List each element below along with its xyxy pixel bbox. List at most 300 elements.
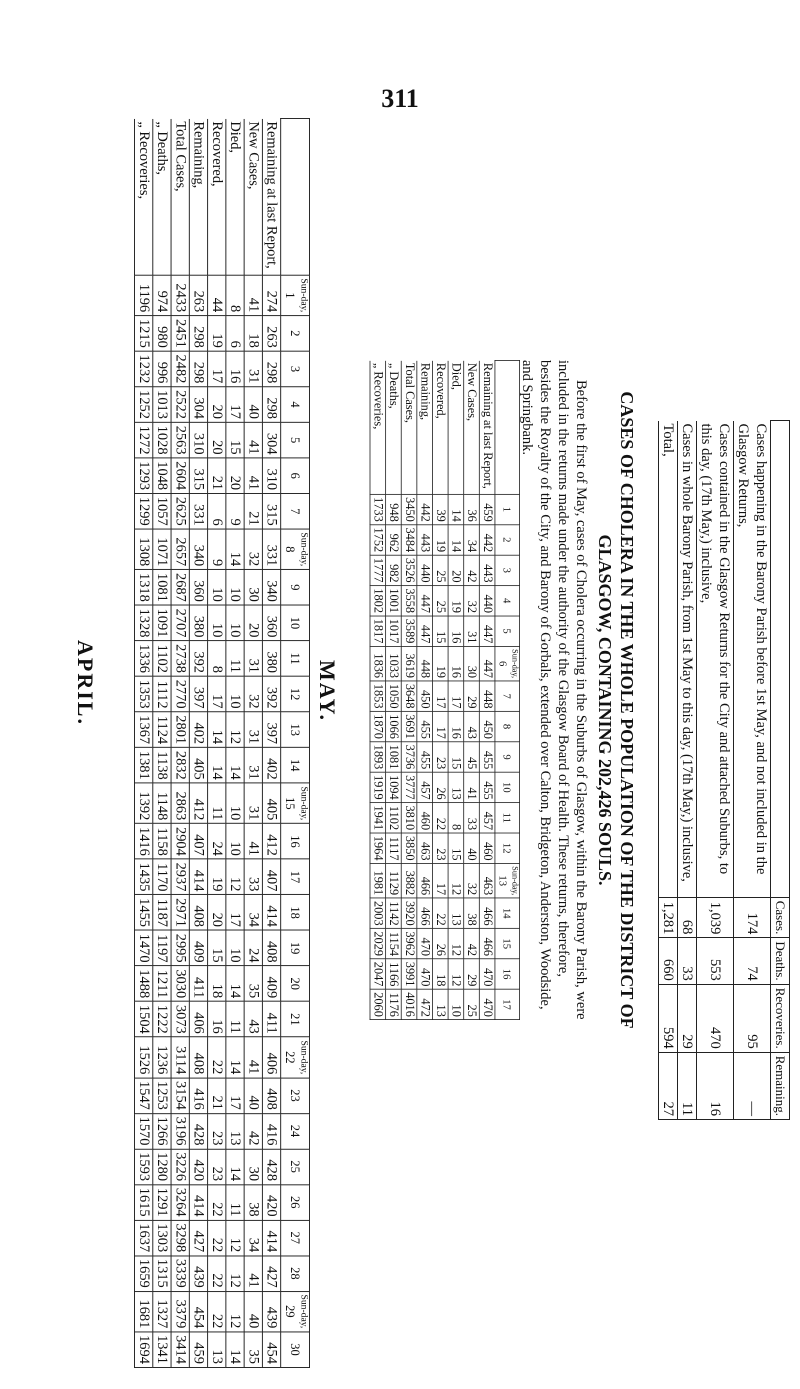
cell-value: 1071 (153, 529, 171, 570)
summary-column-header: Cases. (771, 897, 790, 938)
cell-value: 3379 (171, 1291, 189, 1332)
cell-value: 3810 (401, 803, 417, 833)
cell-value: 1222 (153, 1002, 171, 1038)
cell-value: 1328 (135, 605, 153, 641)
cell-value: 19 (432, 525, 448, 555)
cell-value: 35 (244, 966, 262, 1002)
cell-value: 10 (208, 605, 226, 641)
cell-value: 42 (464, 555, 480, 585)
cell-value: 21 (208, 458, 226, 494)
day-number: 7 (288, 508, 303, 515)
cell-value: 15 (448, 833, 464, 863)
cell-value: 1615 (135, 1184, 153, 1220)
day-number: 5 (501, 628, 514, 634)
cell-value: 470 (417, 959, 433, 989)
day-number: 6 (288, 472, 303, 479)
day-header (281, 605, 310, 641)
row-label: Remaining, (189, 118, 207, 275)
cell-value: 412 (189, 783, 207, 824)
day-header (281, 966, 310, 1002)
summary-row-label: Cases contained in the Glasgow Returns for the City and attached Suburbs, to this day, (17th May,) inclusive, (697, 421, 734, 898)
may-title: MAY. (315, 660, 340, 723)
row-label: Total Cases, (401, 360, 417, 494)
cell-value: 3414 (171, 1332, 189, 1368)
cell-value: 17 (432, 711, 448, 741)
day-number: 19 (288, 941, 303, 955)
cell-value: 331 (262, 529, 280, 570)
cell-value: 1102 (386, 803, 402, 833)
cell-value: 1526 (135, 1037, 153, 1078)
cell-value: 9 (226, 493, 244, 529)
row-label: New Cases, (464, 360, 480, 494)
cell-value: 40 (244, 1291, 262, 1332)
cell-value: 38 (244, 1184, 262, 1220)
summary-value: 74 (734, 938, 771, 984)
cell-value: 982 (386, 555, 402, 585)
summary-table (658, 420, 790, 1120)
day-number: 30 (288, 1343, 303, 1356)
day-number: 15 (501, 938, 514, 950)
cell-value: 42 (464, 929, 480, 959)
summary-row-label: Cases happening in the Barony Parish before 1st May, and not included in the Glasgow Returns, (734, 421, 771, 898)
day-number: 27 (288, 1231, 303, 1245)
cell-value: 3226 (171, 1149, 189, 1185)
cell-value: 2029 (370, 929, 386, 959)
cell-value: 447 (417, 585, 433, 615)
cell-value: 1187 (153, 895, 171, 931)
day-header (281, 387, 310, 423)
cell-value: 3736 (401, 742, 417, 772)
cell-value: 14 (226, 1037, 244, 1078)
cell-value: 14 (448, 494, 464, 524)
day-header (281, 529, 310, 570)
cell-value: 15 (208, 930, 226, 966)
cell-value: 24 (244, 930, 262, 966)
cell-value: 21 (244, 493, 262, 529)
cell-value: 12 (226, 1291, 244, 1332)
day-header (281, 316, 310, 352)
cell-value: 1154 (386, 929, 402, 959)
cell-value: 31 (244, 712, 262, 748)
cell-value: 17 (208, 676, 226, 712)
day-header (281, 1149, 310, 1185)
cell-value: 428 (262, 1149, 280, 1185)
cell-value: 1341 (153, 1332, 171, 1368)
day-header (281, 570, 310, 606)
day-number: 29 (283, 1305, 298, 1318)
summary-heading-block (594, 330, 638, 1090)
corner-cell (281, 118, 310, 275)
cell-value: 22 (432, 898, 448, 928)
cell-value: 1028 (153, 422, 171, 458)
cell-value: 22 (208, 1184, 226, 1220)
cell-value: 2060 (370, 989, 386, 1019)
cell-value: 1170 (153, 859, 171, 895)
cell-value: 1232 (135, 351, 153, 387)
cell-value: 2770 (171, 676, 189, 712)
cell-value: 409 (189, 930, 207, 966)
cell-value: 23 (432, 833, 448, 863)
cell-value: 38 (464, 898, 480, 928)
cell-value: 16 (208, 1002, 226, 1038)
day-number: 28 (288, 1267, 303, 1280)
cell-value: 20 (208, 422, 226, 458)
cell-value: 1659 (135, 1256, 153, 1292)
april-table-wrapper (134, 118, 310, 1368)
cell-value: 13 (208, 1332, 226, 1368)
cell-value: 3962 (401, 929, 417, 959)
summary-value: 594 (659, 984, 678, 1052)
cell-value: 1752 (370, 525, 386, 555)
cell-value: 408 (262, 930, 280, 966)
cell-value: 2937 (171, 859, 189, 895)
summary-heading-2: GLASGOW, CONTAINING 202,426 SOULS. (595, 534, 615, 886)
cell-value: 3264 (171, 1184, 189, 1220)
cell-value: 1081 (153, 570, 171, 606)
cell-value: 18 (208, 966, 226, 1002)
cell-value: 29 (464, 959, 480, 989)
cell-value: 298 (189, 316, 207, 352)
cell-value: 30 (244, 1149, 262, 1185)
cell-value: 455 (417, 742, 433, 772)
cell-value: 448 (479, 681, 495, 711)
day-number: 14 (501, 907, 514, 919)
day-number: 1 (501, 506, 514, 513)
cell-value: 466 (417, 898, 433, 928)
cell-value: 1836 (370, 646, 386, 681)
cell-value: 411 (189, 966, 207, 1002)
summary-heading-1: CASES OF CHOLERA IN THE WHOLE POPULATION OF THE DISTRICT OF (617, 391, 637, 1029)
cell-value: 23 (208, 1149, 226, 1185)
cell-value: 1308 (135, 529, 153, 570)
cell-value: 298 (262, 387, 280, 423)
cell-value: 1853 (370, 681, 386, 711)
cell-value: 17 (208, 351, 226, 387)
cell-value: 10 (226, 605, 244, 641)
cell-value: 43 (244, 1002, 262, 1038)
cell-value: 459 (479, 494, 495, 524)
day-number: 8 (283, 546, 298, 553)
cell-value: 408 (262, 1078, 280, 1114)
cell-value: 397 (189, 676, 207, 712)
cell-value: 1048 (153, 458, 171, 494)
cell-value: 1293 (135, 458, 153, 494)
cell-value: 428 (189, 1113, 207, 1149)
cell-value: 3339 (171, 1256, 189, 1292)
day-header (495, 898, 520, 928)
cell-value: 2003 (370, 898, 386, 928)
cell-value: 340 (262, 570, 280, 606)
cell-value: 1102 (153, 641, 171, 677)
cell-value: 455 (479, 772, 495, 802)
cell-value: 1381 (135, 748, 153, 784)
day-header (281, 712, 310, 748)
cell-value: 17 (448, 681, 464, 711)
cell-value: 21 (208, 1078, 226, 1114)
cell-value: 2707 (171, 605, 189, 641)
cell-value: 2863 (171, 783, 189, 824)
cell-value: 2625 (171, 493, 189, 529)
cell-value: 41 (244, 824, 262, 860)
note-text: Before the first of May, cases of Cholera occurring in the Suburbs of Glasgow, within the Barony Parish, were included in the returns made under the authority of the Glasgow Board of Health. These returns, therefore, besides the Royalty of the City, and Barony of Gorbals, extended over Calton, Bridgeton, Anderston, Woodside, and Springbank. (519, 360, 589, 1020)
cell-value: 12 (226, 1220, 244, 1256)
sunday-label: Sun-day, (298, 278, 310, 313)
cell-value: 26 (432, 929, 448, 959)
day-number: 18 (288, 906, 303, 919)
day-header (495, 959, 520, 989)
summary-column-header: Recoveries. (771, 984, 790, 1052)
summary-value: 68 (678, 897, 697, 938)
cell-value: 443 (417, 525, 433, 555)
cell-value: 980 (153, 316, 171, 352)
cell-value: 1593 (135, 1149, 153, 1185)
cell-value: 310 (262, 458, 280, 494)
cell-value: 1488 (135, 966, 153, 1002)
cell-value: 962 (386, 525, 402, 555)
cell-value: 416 (262, 1113, 280, 1149)
day-header (281, 1332, 310, 1368)
cell-value: 1455 (135, 895, 153, 931)
cell-value: 407 (262, 859, 280, 895)
cell-value: 16 (448, 711, 464, 741)
cell-value: 463 (417, 833, 433, 863)
cell-value: 22 (208, 1256, 226, 1292)
cell-value: 1367 (135, 712, 153, 748)
cell-value: 3114 (171, 1037, 189, 1078)
sunday-label: Sun-day, (298, 1040, 310, 1075)
cell-value: 447 (479, 646, 495, 681)
cell-value: 11 (226, 1184, 244, 1220)
cell-value: 1681 (135, 1291, 153, 1332)
cell-value: 14 (226, 1149, 244, 1185)
cell-value: 44 (208, 275, 226, 316)
cell-value: 12 (448, 863, 464, 898)
summary-value: 95 (734, 984, 771, 1052)
cell-value: 18 (432, 959, 448, 989)
cell-value: 13 (226, 1113, 244, 1149)
day-header (495, 929, 520, 959)
cell-value: 409 (262, 966, 280, 1002)
cell-value: 20 (226, 458, 244, 494)
cell-value: 274 (262, 275, 280, 316)
cell-value: 14 (226, 529, 244, 570)
cell-value: 33 (464, 803, 480, 833)
page-number: 311 (381, 84, 419, 113)
table-row (386, 360, 402, 1019)
may-table (370, 360, 520, 1020)
summary-row-label: Total, (659, 421, 678, 898)
summary-row-label: Cases in whole Barony Parish, from 1st May to this day, (17th May,) inclusive, (678, 421, 697, 898)
cell-value: 3298 (171, 1220, 189, 1256)
cell-value: 443 (479, 555, 495, 585)
cell-value: 1236 (153, 1037, 171, 1078)
cell-value: 420 (189, 1149, 207, 1185)
cell-value: 427 (262, 1256, 280, 1292)
cell-value: 3589 (401, 616, 417, 646)
cell-value: 402 (189, 712, 207, 748)
summary-value: 1,281 (659, 897, 678, 938)
day-number: 23 (288, 1089, 303, 1102)
cell-value: 463 (479, 863, 495, 898)
day-number: 17 (501, 999, 514, 1010)
day-number: 13 (288, 723, 303, 736)
cell-value: 427 (189, 1220, 207, 1256)
day-header (495, 681, 520, 711)
table-row (153, 118, 171, 1367)
cell-value: 420 (262, 1184, 280, 1220)
cell-value: 331 (189, 493, 207, 529)
cell-value: 1733 (370, 494, 386, 524)
cell-value: 380 (262, 641, 280, 677)
day-header (281, 493, 310, 529)
row-label: Died, (448, 360, 464, 494)
cell-value: 1817 (370, 616, 386, 646)
summary-row (678, 421, 697, 1120)
cell-value: 448 (417, 646, 433, 681)
cell-value: 1291 (153, 1184, 171, 1220)
table-row (479, 360, 495, 1019)
cell-value: 1353 (135, 676, 153, 712)
summary-column-header: Remaining. (771, 1052, 790, 1119)
cell-value: 263 (262, 316, 280, 352)
summary-table-wrapper (658, 420, 790, 1120)
day-header (495, 803, 520, 833)
cell-value: 1142 (386, 898, 402, 928)
cell-value: 1272 (135, 422, 153, 458)
table-row (135, 118, 153, 1367)
cell-value: 408 (189, 895, 207, 931)
cell-value: 8 (208, 641, 226, 677)
table-row (464, 360, 480, 1019)
cell-value: 1694 (135, 1332, 153, 1368)
cell-value: 1315 (153, 1256, 171, 1292)
cell-value: 3777 (401, 772, 417, 802)
cell-value: 3991 (401, 959, 417, 989)
cell-value: 1919 (370, 772, 386, 802)
cell-value: 26 (432, 772, 448, 802)
cell-value: 13 (432, 989, 448, 1019)
day-header (495, 742, 520, 772)
corner-cell (495, 360, 520, 494)
cell-value: 1158 (153, 824, 171, 860)
row-label: „ Deaths, (153, 118, 171, 275)
day-number: 15 (283, 797, 298, 810)
cell-value: 455 (417, 711, 433, 741)
cell-value: 1253 (153, 1078, 171, 1114)
cell-value: 2995 (171, 930, 189, 966)
day-number: 24 (288, 1124, 303, 1138)
cell-value: 32 (464, 863, 480, 898)
table-row (401, 360, 417, 1019)
cell-value: 1017 (386, 616, 402, 646)
cell-value: 20 (208, 387, 226, 423)
row-label: Died, (226, 118, 244, 275)
cell-value: 1981 (370, 863, 386, 898)
cell-value: 466 (479, 898, 495, 928)
cell-value: 13 (448, 772, 464, 802)
cell-value: 3030 (171, 966, 189, 1002)
day-header (495, 646, 520, 681)
cell-value: 10 (448, 989, 464, 1019)
table-row (226, 118, 244, 1367)
summary-value: — (734, 1052, 771, 1119)
cell-value: 8 (448, 803, 464, 833)
day-number: 4 (288, 401, 303, 408)
cell-value: 14 (448, 525, 464, 555)
cell-value: 455 (479, 742, 495, 772)
day-header (281, 1002, 310, 1038)
cell-value: 34 (244, 895, 262, 931)
cell-value: 440 (479, 585, 495, 615)
cell-value: 2801 (171, 712, 189, 748)
cell-value: 25 (432, 555, 448, 585)
day-number: 5 (288, 436, 303, 444)
corner-cell (771, 421, 790, 898)
cell-value: 3154 (171, 1078, 189, 1114)
cell-value: 439 (262, 1291, 280, 1332)
cell-value: 12 (226, 859, 244, 895)
cell-value: 460 (479, 833, 495, 863)
cell-value: 12 (226, 1256, 244, 1292)
summary-value: 1,039 (697, 897, 734, 938)
cell-value: 1001 (386, 585, 402, 615)
table-row (189, 118, 207, 1367)
cell-value: 1066 (386, 711, 402, 741)
summary-value: 29 (678, 984, 697, 1052)
cell-value: 406 (262, 1037, 280, 1078)
day-header (281, 783, 310, 824)
cell-value: 470 (479, 989, 495, 1019)
cell-value: 405 (189, 748, 207, 784)
day-number: 14 (288, 759, 303, 772)
cell-value: 17 (226, 387, 244, 423)
cell-value: 39 (432, 494, 448, 524)
cell-value: 3619 (401, 646, 417, 681)
cell-value: 19 (208, 859, 226, 895)
day-number: 26 (288, 1195, 303, 1209)
cell-value: 1392 (135, 783, 153, 824)
day-number: 25 (288, 1160, 303, 1173)
summary-value: 16 (697, 1052, 734, 1119)
cell-value: 466 (417, 863, 433, 898)
cell-value: 3073 (171, 1002, 189, 1038)
cell-value: 1893 (370, 742, 386, 772)
cell-value: 11 (208, 783, 226, 824)
table-row (208, 118, 226, 1367)
cell-value: 1091 (153, 605, 171, 641)
cell-value: 41 (244, 458, 262, 494)
day-header (281, 676, 310, 712)
cell-value: 3484 (401, 525, 417, 555)
cell-value: 31 (244, 783, 262, 824)
cell-value: 450 (417, 681, 433, 711)
cell-value: 14 (208, 712, 226, 748)
cell-value: 414 (189, 859, 207, 895)
cell-value: 1252 (135, 387, 153, 423)
cell-value: 3850 (401, 833, 417, 863)
day-header (281, 458, 310, 494)
cell-value: 1129 (386, 863, 402, 898)
day-header (495, 525, 520, 555)
cell-value: 2738 (171, 641, 189, 677)
cell-value: 10 (226, 824, 244, 860)
day-number: 3 (288, 365, 303, 373)
row-label: Recovered, (208, 118, 226, 275)
cell-value: 17 (432, 681, 448, 711)
cell-value: 360 (262, 605, 280, 641)
cell-value: 2522 (171, 387, 189, 423)
day-number: 12 (288, 687, 303, 701)
